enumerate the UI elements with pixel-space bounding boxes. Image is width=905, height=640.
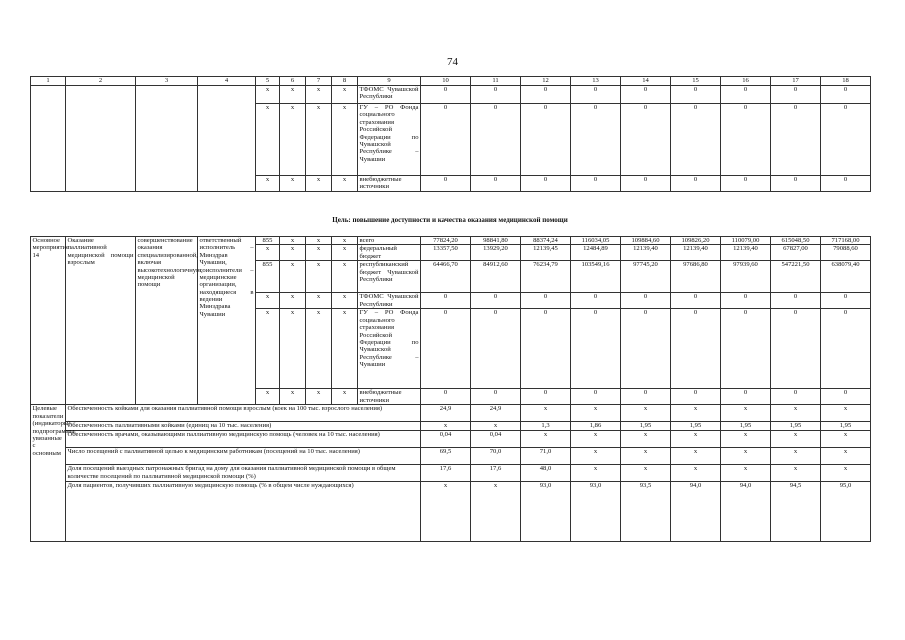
value-cell: 12139,40 <box>671 245 721 261</box>
funding-source: республиканский бюджет Чувашской Республики <box>358 261 421 293</box>
column-number: 13 <box>571 77 621 86</box>
code-cell: х <box>332 86 358 104</box>
funding-source: всего <box>358 237 421 245</box>
column-number-row <box>31 77 871 86</box>
value-cell: 70,0 <box>471 448 521 465</box>
column-number: 18 <box>821 77 871 86</box>
value-cell: 0 <box>471 309 521 389</box>
code-cell: х <box>332 176 358 192</box>
value-cell: 547221,50 <box>771 261 821 293</box>
column-number: 9 <box>358 77 421 86</box>
value-cell: 13357,50 <box>421 245 471 261</box>
value-cell: 0 <box>771 86 821 104</box>
code-cell: 855 <box>256 237 280 245</box>
code-cell: х <box>306 293 332 309</box>
indicator-row <box>31 465 871 482</box>
value-cell: 0 <box>721 176 771 192</box>
column-number: 5 <box>256 77 280 86</box>
value-cell: 0 <box>621 309 671 389</box>
value-cell: х <box>621 465 671 482</box>
code-cell: х <box>280 245 306 261</box>
code-cell: х <box>332 261 358 293</box>
value-cell: 0 <box>821 293 871 309</box>
value-cell: 0 <box>721 309 771 389</box>
value-cell: х <box>771 465 821 482</box>
value-cell: 717168,00 <box>821 237 871 245</box>
value-cell: 1,95 <box>621 422 671 431</box>
column-number: 1 <box>31 77 66 86</box>
column-number: 16 <box>721 77 771 86</box>
code-cell: х <box>280 309 306 389</box>
value-cell: х <box>571 431 621 448</box>
value-cell: 0 <box>771 389 821 405</box>
value-cell: 0 <box>721 293 771 309</box>
code-cell: х <box>306 104 332 176</box>
value-cell: х <box>821 465 871 482</box>
column-number: 14 <box>621 77 671 86</box>
code-cell: х <box>256 389 280 405</box>
column-number: 17 <box>771 77 821 86</box>
value-cell: 0 <box>821 86 871 104</box>
indicator-row <box>31 431 871 448</box>
event-number: Основное мероприятие 14 <box>31 237 66 405</box>
value-cell: х <box>621 448 671 465</box>
indicator-name: Обеспеченность паллиативными койками (единиц на 10 тыс. населения) <box>66 422 421 431</box>
value-cell: х <box>521 431 571 448</box>
value-cell: 1,95 <box>721 422 771 431</box>
empty-cell <box>31 86 66 192</box>
value-cell: 638079,40 <box>821 261 871 293</box>
value-cell: х <box>421 422 471 431</box>
value-cell: 0 <box>421 86 471 104</box>
column-number: 3 <box>136 77 198 86</box>
value-cell: 88374,24 <box>521 237 571 245</box>
value-cell: 0 <box>471 293 521 309</box>
value-cell: х <box>771 405 821 422</box>
code-cell: х <box>306 237 332 245</box>
value-cell: х <box>721 465 771 482</box>
value-cell: х <box>671 405 721 422</box>
value-cell: 71,0 <box>521 448 571 465</box>
column-number: 8 <box>332 77 358 86</box>
value-cell: х <box>571 465 621 482</box>
value-cell: 0 <box>621 293 671 309</box>
value-cell: 77824,20 <box>421 237 471 245</box>
value-cell: 0 <box>521 176 571 192</box>
value-cell: 0 <box>671 176 721 192</box>
indicators-label: Целевые показатели (индикаторы) подпрограммы, увязанные с основным <box>31 405 66 542</box>
value-cell: 0 <box>571 389 621 405</box>
value-cell: 94,5 <box>771 482 821 542</box>
value-cell: 1,95 <box>671 422 721 431</box>
code-cell: х <box>256 176 280 192</box>
column-number: 15 <box>671 77 721 86</box>
funding-source: ГУ – РО Фонда социального страхования Российской Федерации по Чувашской Республике – Чувашии <box>358 309 421 389</box>
code-cell: х <box>280 293 306 309</box>
code-cell: х <box>306 261 332 293</box>
code-cell: х <box>306 309 332 389</box>
value-cell: 103549,16 <box>571 261 621 293</box>
column-number: 7 <box>306 77 332 86</box>
indicator-name: Обеспеченность койками для оказания паллиативной помощи взрослым (коек на 100 тыс. взрослого населения) <box>66 405 421 422</box>
value-cell: 94,0 <box>671 482 721 542</box>
event-name: Оказание паллиативной медицинской помощи взрослым <box>66 237 136 405</box>
indicator-row <box>31 448 871 465</box>
column-number: 2 <box>66 77 136 86</box>
event-table <box>30 236 871 542</box>
code-cell: х <box>306 245 332 261</box>
value-cell: 0 <box>471 86 521 104</box>
column-number: 6 <box>280 77 306 86</box>
code-cell: х <box>280 389 306 405</box>
code-cell: х <box>256 245 280 261</box>
table-row <box>31 86 871 104</box>
value-cell: 0 <box>521 104 571 176</box>
value-cell: 67827,00 <box>771 245 821 261</box>
value-cell: 110079,00 <box>721 237 771 245</box>
value-cell: 1,3 <box>521 422 571 431</box>
value-cell: 0 <box>621 389 671 405</box>
value-cell: 0 <box>671 293 721 309</box>
code-cell: х <box>280 104 306 176</box>
value-cell: 48,0 <box>521 465 571 482</box>
value-cell: 24,9 <box>471 405 521 422</box>
code-cell: х <box>332 245 358 261</box>
value-cell: 0 <box>671 86 721 104</box>
value-cell: 0 <box>571 293 621 309</box>
event-task: совершенствование оказания специализированной, включая высокотехнологичную, медицинской помощи <box>136 237 198 405</box>
value-cell: 0 <box>471 389 521 405</box>
value-cell: х <box>471 482 521 542</box>
funding-source: ГУ – РО Фонда социального страхования Российской Федерации по Чувашской Республике – Чувашии <box>358 104 421 176</box>
indicator-row <box>31 422 871 431</box>
value-cell: 0 <box>671 104 721 176</box>
value-cell: 0 <box>671 389 721 405</box>
value-cell: х <box>521 405 571 422</box>
value-cell: 79088,60 <box>821 245 871 261</box>
value-cell: х <box>571 448 621 465</box>
value-cell: 0 <box>821 309 871 389</box>
value-cell: 0 <box>421 389 471 405</box>
code-cell: х <box>332 104 358 176</box>
value-cell: 0 <box>421 104 471 176</box>
value-cell: х <box>771 431 821 448</box>
value-cell: 24,9 <box>421 405 471 422</box>
value-cell: 0 <box>821 176 871 192</box>
value-cell: 93,5 <box>621 482 671 542</box>
value-cell: 0 <box>471 176 521 192</box>
value-cell: 12139,45 <box>521 245 571 261</box>
column-number: 12 <box>521 77 571 86</box>
value-cell: 0 <box>771 104 821 176</box>
code-cell: х <box>280 176 306 192</box>
value-cell: 0 <box>721 86 771 104</box>
value-cell: х <box>821 431 871 448</box>
value-cell: 0 <box>571 176 621 192</box>
column-number: 11 <box>471 77 521 86</box>
value-cell: 97745,20 <box>621 261 671 293</box>
indicator-name: Число посещений с паллиативной целью к медицинским работникам (посещений на 10 тыс. населения) <box>66 448 421 465</box>
value-cell: 0 <box>821 104 871 176</box>
funding-source: внебюджетные источники <box>358 176 421 192</box>
funding-source: ТФОМС Чувашской Республики <box>358 86 421 104</box>
value-cell: 98841,80 <box>471 237 521 245</box>
code-cell: х <box>306 389 332 405</box>
value-cell: х <box>821 405 871 422</box>
value-cell: 0 <box>571 104 621 176</box>
indicator-row <box>31 405 871 422</box>
value-cell: 17,6 <box>471 465 521 482</box>
value-cell: 0 <box>721 104 771 176</box>
value-cell: 12139,40 <box>621 245 671 261</box>
indicator-name: Обеспеченность врачами, оказывающими паллиативную медицинскую помощь (человек на 10 тыс. населения) <box>66 431 421 448</box>
value-cell: 95,0 <box>821 482 871 542</box>
value-cell: 1,95 <box>771 422 821 431</box>
empty-cell <box>136 86 198 192</box>
indicator-row <box>31 482 871 542</box>
indicator-name: Доля пациентов, получивших паллиативную медицинскую помощь (% в общем числе нуждающихся) <box>66 482 421 542</box>
value-cell: 0 <box>571 309 621 389</box>
value-cell: х <box>771 448 821 465</box>
value-cell: 1,86 <box>571 422 621 431</box>
code-cell: х <box>280 237 306 245</box>
value-cell: 0 <box>621 86 671 104</box>
indicator-name: Доля посещений выездных патронажных бригад на дому для оказания паллиативной медицинской помощи в общем количестве посещений по паллиативной медицинской помощи (%) <box>66 465 421 482</box>
value-cell: 94,0 <box>721 482 771 542</box>
page-number: 74 <box>447 56 458 68</box>
code-cell: 855 <box>256 261 280 293</box>
funding-source: федеральный бюджет <box>358 245 421 261</box>
value-cell: 84912,60 <box>471 261 521 293</box>
value-cell: 93,0 <box>571 482 621 542</box>
value-cell: 109884,60 <box>621 237 671 245</box>
value-cell: 109826,20 <box>671 237 721 245</box>
value-cell: 0 <box>521 293 571 309</box>
value-cell: х <box>621 431 671 448</box>
value-cell: 0 <box>521 389 571 405</box>
value-cell: 0 <box>621 104 671 176</box>
code-cell: х <box>306 86 332 104</box>
value-cell: 0 <box>571 86 621 104</box>
value-cell: 0 <box>421 176 471 192</box>
code-cell: х <box>280 261 306 293</box>
value-cell: х <box>671 448 721 465</box>
value-cell: 0 <box>521 86 571 104</box>
code-cell: х <box>256 104 280 176</box>
value-cell: 13929,20 <box>471 245 521 261</box>
value-cell: х <box>621 405 671 422</box>
code-cell: х <box>332 309 358 389</box>
value-cell: 0 <box>621 176 671 192</box>
value-cell: 0,04 <box>421 431 471 448</box>
value-cell: 116034,05 <box>571 237 621 245</box>
value-cell: 17,6 <box>421 465 471 482</box>
code-cell: х <box>332 293 358 309</box>
code-cell: х <box>306 176 332 192</box>
value-cell: х <box>671 431 721 448</box>
value-cell: х <box>721 405 771 422</box>
empty-cell <box>66 86 136 192</box>
event-executor: ответственный исполнитель – Минздрав Чувашии, соисполнители – медицинские организации, находящиеся в ведении Минздрава Чувашии <box>198 237 256 405</box>
goal-heading: Цель: повышение доступности и качества оказания медицинской помощи <box>332 216 568 224</box>
value-cell: 0 <box>421 309 471 389</box>
value-cell: 93,0 <box>521 482 571 542</box>
empty-cell <box>198 86 256 192</box>
code-cell: х <box>280 86 306 104</box>
value-cell: 0 <box>771 293 821 309</box>
funding-source: ТФОМС Чувашской Республики <box>359 293 419 308</box>
value-cell: х <box>471 422 521 431</box>
value-cell: 0 <box>421 293 471 309</box>
code-cell: х <box>256 293 280 309</box>
code-cell: х <box>332 389 358 405</box>
value-cell: 615048,50 <box>771 237 821 245</box>
value-cell: 12139,40 <box>721 245 771 261</box>
code-cell: х <box>332 237 358 245</box>
value-cell: х <box>571 405 621 422</box>
column-number: 10 <box>421 77 471 86</box>
value-cell: 0 <box>471 104 521 176</box>
continuation-table <box>30 76 871 192</box>
value-cell: х <box>821 448 871 465</box>
value-cell: х <box>671 465 721 482</box>
value-cell: 76234,79 <box>521 261 571 293</box>
code-cell: х <box>256 86 280 104</box>
value-cell: 0 <box>771 176 821 192</box>
value-cell: 97939,60 <box>721 261 771 293</box>
value-cell: 69,5 <box>421 448 471 465</box>
code-cell: х <box>256 309 280 389</box>
value-cell: х <box>421 482 471 542</box>
value-cell: 1,95 <box>821 422 871 431</box>
value-cell: 0 <box>721 389 771 405</box>
table-row <box>31 237 871 245</box>
value-cell: 0 <box>771 309 821 389</box>
value-cell: х <box>721 431 771 448</box>
value-cell: 0 <box>521 309 571 389</box>
value-cell: 97686,80 <box>671 261 721 293</box>
value-cell: 0,04 <box>471 431 521 448</box>
value-cell: 0 <box>821 389 871 405</box>
funding-source: внебюджетные источники <box>358 389 421 405</box>
value-cell: х <box>721 448 771 465</box>
value-cell: 12484,89 <box>571 245 621 261</box>
value-cell: 0 <box>671 309 721 389</box>
value-cell: 64466,70 <box>421 261 471 293</box>
column-number: 4 <box>198 77 256 86</box>
